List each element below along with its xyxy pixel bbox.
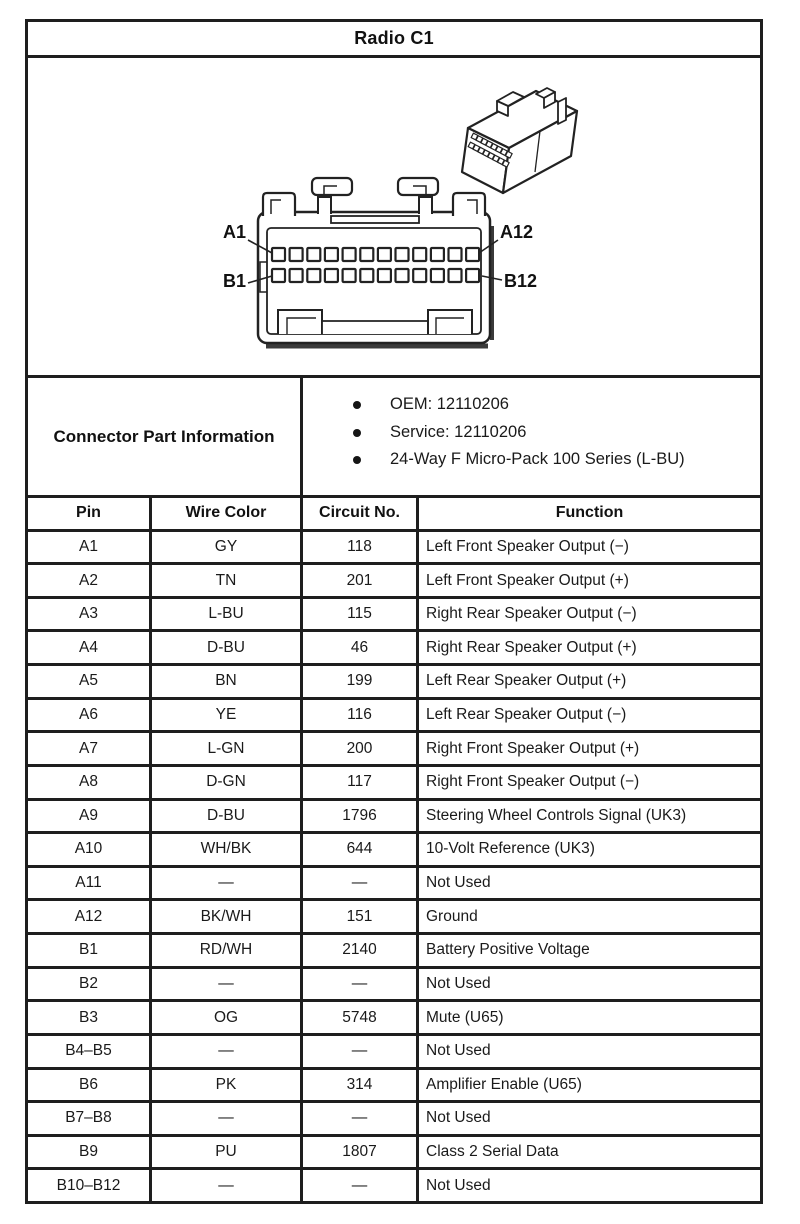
circuit-no-cell: 314 [303, 1070, 416, 1101]
function-cell: Amplifier Enable (U65) [419, 1070, 760, 1101]
wire-color-cell: D-BU [152, 801, 300, 832]
pin-cavity [290, 248, 303, 261]
pin-id-cell: A8 [28, 767, 149, 798]
pin-label-a1: A1 [222, 222, 246, 242]
pin-cavity [466, 269, 479, 282]
part-info-content [303, 378, 760, 495]
function-cell: Right Rear Speaker Output (+) [419, 632, 760, 663]
pin-cavity [325, 248, 338, 261]
pin-id-cell: B4–B5 [28, 1036, 149, 1067]
wire-color-cell: — [152, 969, 300, 1000]
pin-cavity [343, 248, 356, 261]
function-cell: Steering Wheel Controls Signal (UK3) [419, 801, 760, 832]
pin-label-b1: B1 [222, 271, 246, 291]
wire-color-cell: — [152, 1170, 300, 1201]
circuit-no-cell: 2140 [303, 935, 416, 966]
part-info-bullet: OEM: 12110206 [353, 391, 760, 419]
function-cell: Class 2 Serial Data [419, 1137, 760, 1168]
function-cell: Not Used [419, 1170, 760, 1201]
circuit-no-cell: 200 [303, 733, 416, 764]
pin-cavity [466, 248, 479, 261]
wire-color-cell: — [152, 1103, 300, 1134]
function-cell: Right Front Speaker Output (+) [419, 733, 760, 764]
pin-label-a12: A12 [500, 222, 534, 242]
pin-id-cell: B10–B12 [28, 1170, 149, 1201]
function-cell: Not Used [419, 868, 760, 899]
pin-cavity [396, 248, 409, 261]
circuit-no-cell: 5748 [303, 1002, 416, 1033]
circuit-no-cell: — [303, 1103, 416, 1134]
part-info-bullet: 24-Way F Micro-Pack 100 Series (L-BU) [353, 446, 760, 474]
circuit-no-cell: 118 [303, 532, 416, 563]
wire-color-cell: BK/WH [152, 901, 300, 932]
column-header-wire-color: Wire Color [152, 498, 300, 529]
pin-cavity [396, 269, 409, 282]
circuit-no-cell: 151 [303, 901, 416, 932]
pin-cavity [343, 269, 356, 282]
circuit-no-cell: 201 [303, 565, 416, 596]
part-info-list [303, 391, 760, 474]
function-cell: Not Used [419, 1036, 760, 1067]
radio-c1-connector-document [25, 19, 763, 1204]
function-cell: Ground [419, 901, 760, 932]
wire-color-cell: RD/WH [152, 935, 300, 966]
pin-id-cell: A5 [28, 666, 149, 697]
wire-color-cell: L-GN [152, 733, 300, 764]
wire-color-cell: — [152, 868, 300, 899]
latch-post [419, 197, 432, 214]
wire-color-cell: D-GN [152, 767, 300, 798]
title-bar [28, 22, 760, 55]
connector-drawing [28, 58, 760, 375]
pin-cavity [360, 269, 373, 282]
circuit-no-cell: — [303, 1170, 416, 1201]
wire-color-cell: WH/BK [152, 834, 300, 865]
function-cell: Left Rear Speaker Output (−) [419, 700, 760, 731]
connector-diagram-cell [28, 58, 760, 375]
pin-id-cell: A10 [28, 834, 149, 865]
pin-cavity [449, 269, 462, 282]
pin-id-cell: A9 [28, 801, 149, 832]
pin-id-cell: A4 [28, 632, 149, 663]
part-info-bullet: Service: 12110206 [353, 419, 760, 447]
wire-color-cell: PU [152, 1137, 300, 1168]
connector-iso-view [462, 88, 577, 193]
circuit-no-cell: — [303, 1036, 416, 1067]
connector-front-view [223, 178, 537, 346]
circuit-no-cell: 199 [303, 666, 416, 697]
pin-cavity [272, 248, 285, 261]
wire-color-cell: YE [152, 700, 300, 731]
wire-color-cell: OG [152, 1002, 300, 1033]
function-cell: Mute (U65) [419, 1002, 760, 1033]
function-cell: Right Front Speaker Output (−) [419, 767, 760, 798]
pin-cavity [307, 269, 320, 282]
pin-cavity [431, 248, 444, 261]
circuit-no-cell: 644 [303, 834, 416, 865]
circuit-no-cell: 46 [303, 632, 416, 663]
pin-cavity [431, 269, 444, 282]
pin-cavity [290, 269, 303, 282]
pin-cavity [360, 248, 373, 261]
column-header-circuit-no: Circuit No. [303, 498, 416, 529]
document-title: Radio C1 [354, 28, 434, 48]
wire-color-cell: PK [152, 1070, 300, 1101]
wire-color-cell: L-BU [152, 599, 300, 630]
function-cell: Right Rear Speaker Output (−) [419, 599, 760, 630]
function-cell: Left Front Speaker Output (+) [419, 565, 760, 596]
function-cell: Left Front Speaker Output (−) [419, 532, 760, 563]
pin-cavity [307, 248, 320, 261]
pin-id-cell: A3 [28, 599, 149, 630]
pin-id-cell: A6 [28, 700, 149, 731]
column-header-pin: Pin [28, 498, 149, 529]
function-cell: Battery Positive Voltage [419, 935, 760, 966]
pin-id-cell: B3 [28, 1002, 149, 1033]
pin-id-cell: A7 [28, 733, 149, 764]
pin-cavity [413, 269, 426, 282]
pin-id-cell: B2 [28, 969, 149, 1000]
function-cell: Left Rear Speaker Output (+) [419, 666, 760, 697]
pin-id-cell: B6 [28, 1070, 149, 1101]
function-cell: Not Used [419, 969, 760, 1000]
pin-cavity [272, 269, 285, 282]
circuit-no-cell: 117 [303, 767, 416, 798]
part-info-label: Connector Part Information [28, 378, 300, 495]
circuit-no-cell: 1807 [303, 1137, 416, 1168]
pin-cavity [378, 269, 391, 282]
pin-id-cell: A11 [28, 868, 149, 899]
pin-cavity [413, 248, 426, 261]
latch-post [318, 197, 331, 214]
pin-cavity [325, 269, 338, 282]
wire-color-cell: GY [152, 532, 300, 563]
pin-id-cell: B9 [28, 1137, 149, 1168]
column-header-function: Function [419, 498, 760, 529]
wire-color-cell: BN [152, 666, 300, 697]
circuit-no-cell: — [303, 868, 416, 899]
pin-id-cell: B7–B8 [28, 1103, 149, 1134]
pin-id-cell: A1 [28, 532, 149, 563]
function-cell: Not Used [419, 1103, 760, 1134]
wire-color-cell: TN [152, 565, 300, 596]
pin-cavity [449, 248, 462, 261]
circuit-no-cell: 116 [303, 700, 416, 731]
pin-id-cell: A12 [28, 901, 149, 932]
pin-id-cell: B1 [28, 935, 149, 966]
circuit-no-cell: — [303, 969, 416, 1000]
wire-color-cell: — [152, 1036, 300, 1067]
pin-cavity [378, 248, 391, 261]
circuit-no-cell: 115 [303, 599, 416, 630]
function-cell: 10-Volt Reference (UK3) [419, 834, 760, 865]
pin-id-cell: A2 [28, 565, 149, 596]
wire-color-cell: D-BU [152, 632, 300, 663]
pin-label-b12: B12 [504, 271, 538, 291]
circuit-no-cell: 1796 [303, 801, 416, 832]
